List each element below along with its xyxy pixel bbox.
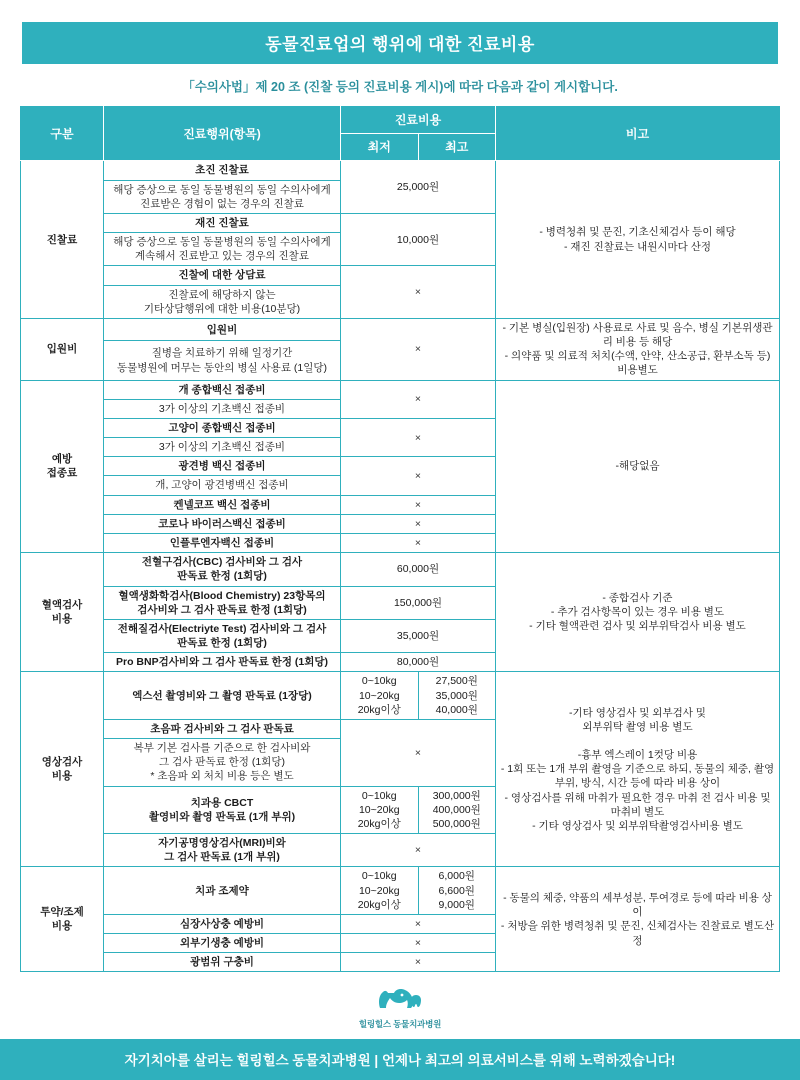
remark-cell: - 동물의 체중, 약품의 세부성분, 투여경로 등에 따라 비용 상이 - 처방을 위한 병력청취 및 문진, 신체검사는 진찰료로 별도산정 (496, 867, 780, 972)
item-cell: 코로나 바이러스백신 접종비 (104, 514, 341, 533)
item-cell: 치과 조제약 (104, 867, 341, 915)
fee-value-cell: × (341, 318, 496, 380)
item-cell: 전해질검사(Electriyte Test) 검사비와 그 검사 판독료 한정 (1회당) (104, 619, 341, 652)
col-min: 최저 (341, 134, 419, 161)
fee-value-cell: 80,000원 (341, 653, 496, 672)
fee-value-cell: × (341, 719, 496, 786)
item-cell: 복부 기본 검사를 기준으로 한 검사비와 그 검사 판독료 한정 (1회당) * 초음파 외 처치 비용 등은 별도 (104, 739, 341, 787)
remark-cell: - 병력청취 및 문진, 기초신체검사 등이 해당 - 재진 진찰료는 내원시마다 산정 (496, 161, 780, 319)
clinic-logo (0, 986, 800, 1030)
page-title: 동물진료업의 행위에 대한 진료비용 (22, 22, 778, 64)
item-cell: 고양이 종합백신 접종비 (104, 418, 341, 437)
price-notice-page (0, 22, 800, 1080)
fee-value-cell: × (341, 953, 496, 972)
category-cell: 입원비 (21, 318, 104, 380)
dog-tooth-logo-icon (372, 986, 428, 1017)
item-cell: 진찰료에 해당하지 않는 기타상담행위에 대한 비용(10분당) (104, 285, 341, 318)
fee-value-cell: × (341, 266, 496, 319)
item-cell: Pro BNP검사비와 그 검사 판독료 한정 (1회당) (104, 653, 341, 672)
item-cell: 입원비 (104, 318, 341, 341)
item-cell: 초음파 검사비와 그 검사 판독료 (104, 719, 341, 738)
item-cell: 외부기생충 예방비 (104, 934, 341, 953)
item-cell: 3가 이상의 기초백신 접종비 (104, 438, 341, 457)
col-category: 구분 (21, 107, 104, 161)
item-cell: 자기공명영상검사(MRI)비와 그 검사 판독료 (1개 부위) (104, 834, 341, 867)
weight-tier-cell: 0~10kg 10~20kg 20kg이상 (341, 786, 419, 834)
fee-table-body (21, 161, 780, 972)
item-cell: 해당 증상으로 동일 동물병원의 동일 수의사에게 진료받은 경험이 없는 경우의 진찰료 (104, 180, 341, 213)
table-row (21, 318, 780, 341)
item-cell: 혈액생화학검사(Blood Chemistry) 23항목의 검사비와 그 검사 판독료 한정 (1회당) (104, 586, 341, 619)
fee-value-cell: 10,000원 (341, 213, 496, 266)
item-cell: 인플루엔자백신 접종비 (104, 533, 341, 552)
fee-value-cell: × (341, 934, 496, 953)
fee-value-cell: 25,000원 (341, 161, 496, 214)
col-item: 진료행위(항목) (104, 107, 341, 161)
table-row (21, 867, 780, 915)
remark-cell: -기타 영상검사 및 외부검사 및 외부위탁 촬영 비용 별도 -흉부 엑스레이 1컷당 비용 - 1회 또는 1개 부위 촬영을 기준으로 하되, 동물의 체중, 촬영 부위, 방식, 시간 등에 따라 비용 상이 - 영상검사를 위해 마취가 필요한 경우 마취 전 검사 비용 및 마취비 별도 - 기타 영상검사 및 외부위탁촬영검사비용 별도 (496, 672, 780, 867)
item-cell: 심장사상충 예방비 (104, 914, 341, 933)
fee-value-cell: 150,000원 (341, 586, 496, 619)
item-cell: 해당 증상으로 동일 동물병원의 동일 수의사에게 계속해서 진료받고 있는 경우의 진찰료 (104, 233, 341, 266)
fee-value-cell: × (341, 533, 496, 552)
fee-table (20, 106, 780, 972)
legal-subtitle: 「수의사법」제 20 조 (진찰 등의 진료비용 게시)에 따라 다음과 같이 게시합니다. (182, 80, 618, 94)
tier-price-cell: 27,500원 35,000원 40,000원 (418, 672, 496, 720)
item-cell: 광견병 백신 접종비 (104, 457, 341, 476)
header-row-1 (21, 107, 780, 134)
category-cell: 투약/조제 비용 (21, 867, 104, 972)
tier-price-cell: 300,000원 400,000원 500,000원 (418, 786, 496, 834)
fee-value-cell: 35,000원 (341, 619, 496, 652)
fee-value-cell: × (341, 834, 496, 867)
item-cell: 엑스선 촬영비와 그 촬영 판독료 (1장당) (104, 672, 341, 720)
footer-slogan: 자기치아를 살리는 힐링힐스 동물치과병원 | 언제나 최고의 의료서비스를 위해 노력하겠습니다! (0, 1039, 800, 1080)
item-cell: 전혈구검사(CBC) 검사비와 그 검사 판독료 한정 (1회당) (104, 553, 341, 586)
col-fee: 진료비용 (341, 107, 496, 134)
item-cell: 초진 진찰료 (104, 161, 341, 180)
fee-value-cell: × (341, 380, 496, 418)
item-cell: 광범위 구충비 (104, 953, 341, 972)
tier-price-cell: 6,000원 6,600원 9,000원 (418, 867, 496, 915)
item-cell: 재진 진찰료 (104, 213, 341, 232)
fee-value-cell: × (341, 457, 496, 495)
item-cell: 치과용 CBCT 촬영비와 촬영 판독료 (1개 부위) (104, 786, 341, 834)
fee-table-head (21, 107, 780, 161)
fee-value-cell: × (341, 418, 496, 456)
fee-value-cell: × (341, 495, 496, 514)
remark-cell: -해당없음 (496, 380, 780, 553)
weight-tier-cell: 0~10kg 10~20kg 20kg이상 (341, 672, 419, 720)
remark-cell: - 기본 병실(입원장) 사용료로 사료 및 음수, 병실 기본위생관리 비용 등 해당 - 의약품 및 의료적 처치(수액, 안약, 산소공급, 환부소독 등) 비용별도 (496, 318, 780, 380)
fee-value-cell: × (341, 514, 496, 533)
item-cell: 진찰에 대한 상담료 (104, 266, 341, 285)
category-cell: 혈액검사 비용 (21, 553, 104, 672)
item-cell: 켄넬코프 백신 접종비 (104, 495, 341, 514)
col-max: 최고 (418, 134, 496, 161)
col-remark: 비고 (496, 107, 780, 161)
category-cell: 예방 접종료 (21, 380, 104, 553)
item-cell: 질병을 치료하기 위해 일정기간 동물병원에 머무는 동안의 병실 사용료 (1일당) (104, 341, 341, 380)
item-cell: 3가 이상의 기초백신 접종비 (104, 399, 341, 418)
table-row (21, 672, 780, 720)
category-cell: 영상검사 비용 (21, 672, 104, 867)
table-row (21, 161, 780, 180)
table-row (21, 553, 780, 586)
clinic-name: 힐링힐스 동물치과병원 (358, 1019, 442, 1030)
remark-cell: - 종합검사 기준 - 추가 검사항목이 있는 경우 비용 별도 - 기타 혈액관련 검사 및 외부위탁검사 비용 별도 (496, 553, 780, 672)
item-cell: 개, 고양이 광견병백신 접종비 (104, 476, 341, 495)
fee-value-cell: 60,000원 (341, 553, 496, 586)
weight-tier-cell: 0~10kg 10~20kg 20kg이상 (341, 867, 419, 915)
fee-value-cell: × (341, 914, 496, 933)
table-row (21, 380, 780, 399)
item-cell: 개 종합백신 접종비 (104, 380, 341, 399)
category-cell: 진찰료 (21, 161, 104, 319)
